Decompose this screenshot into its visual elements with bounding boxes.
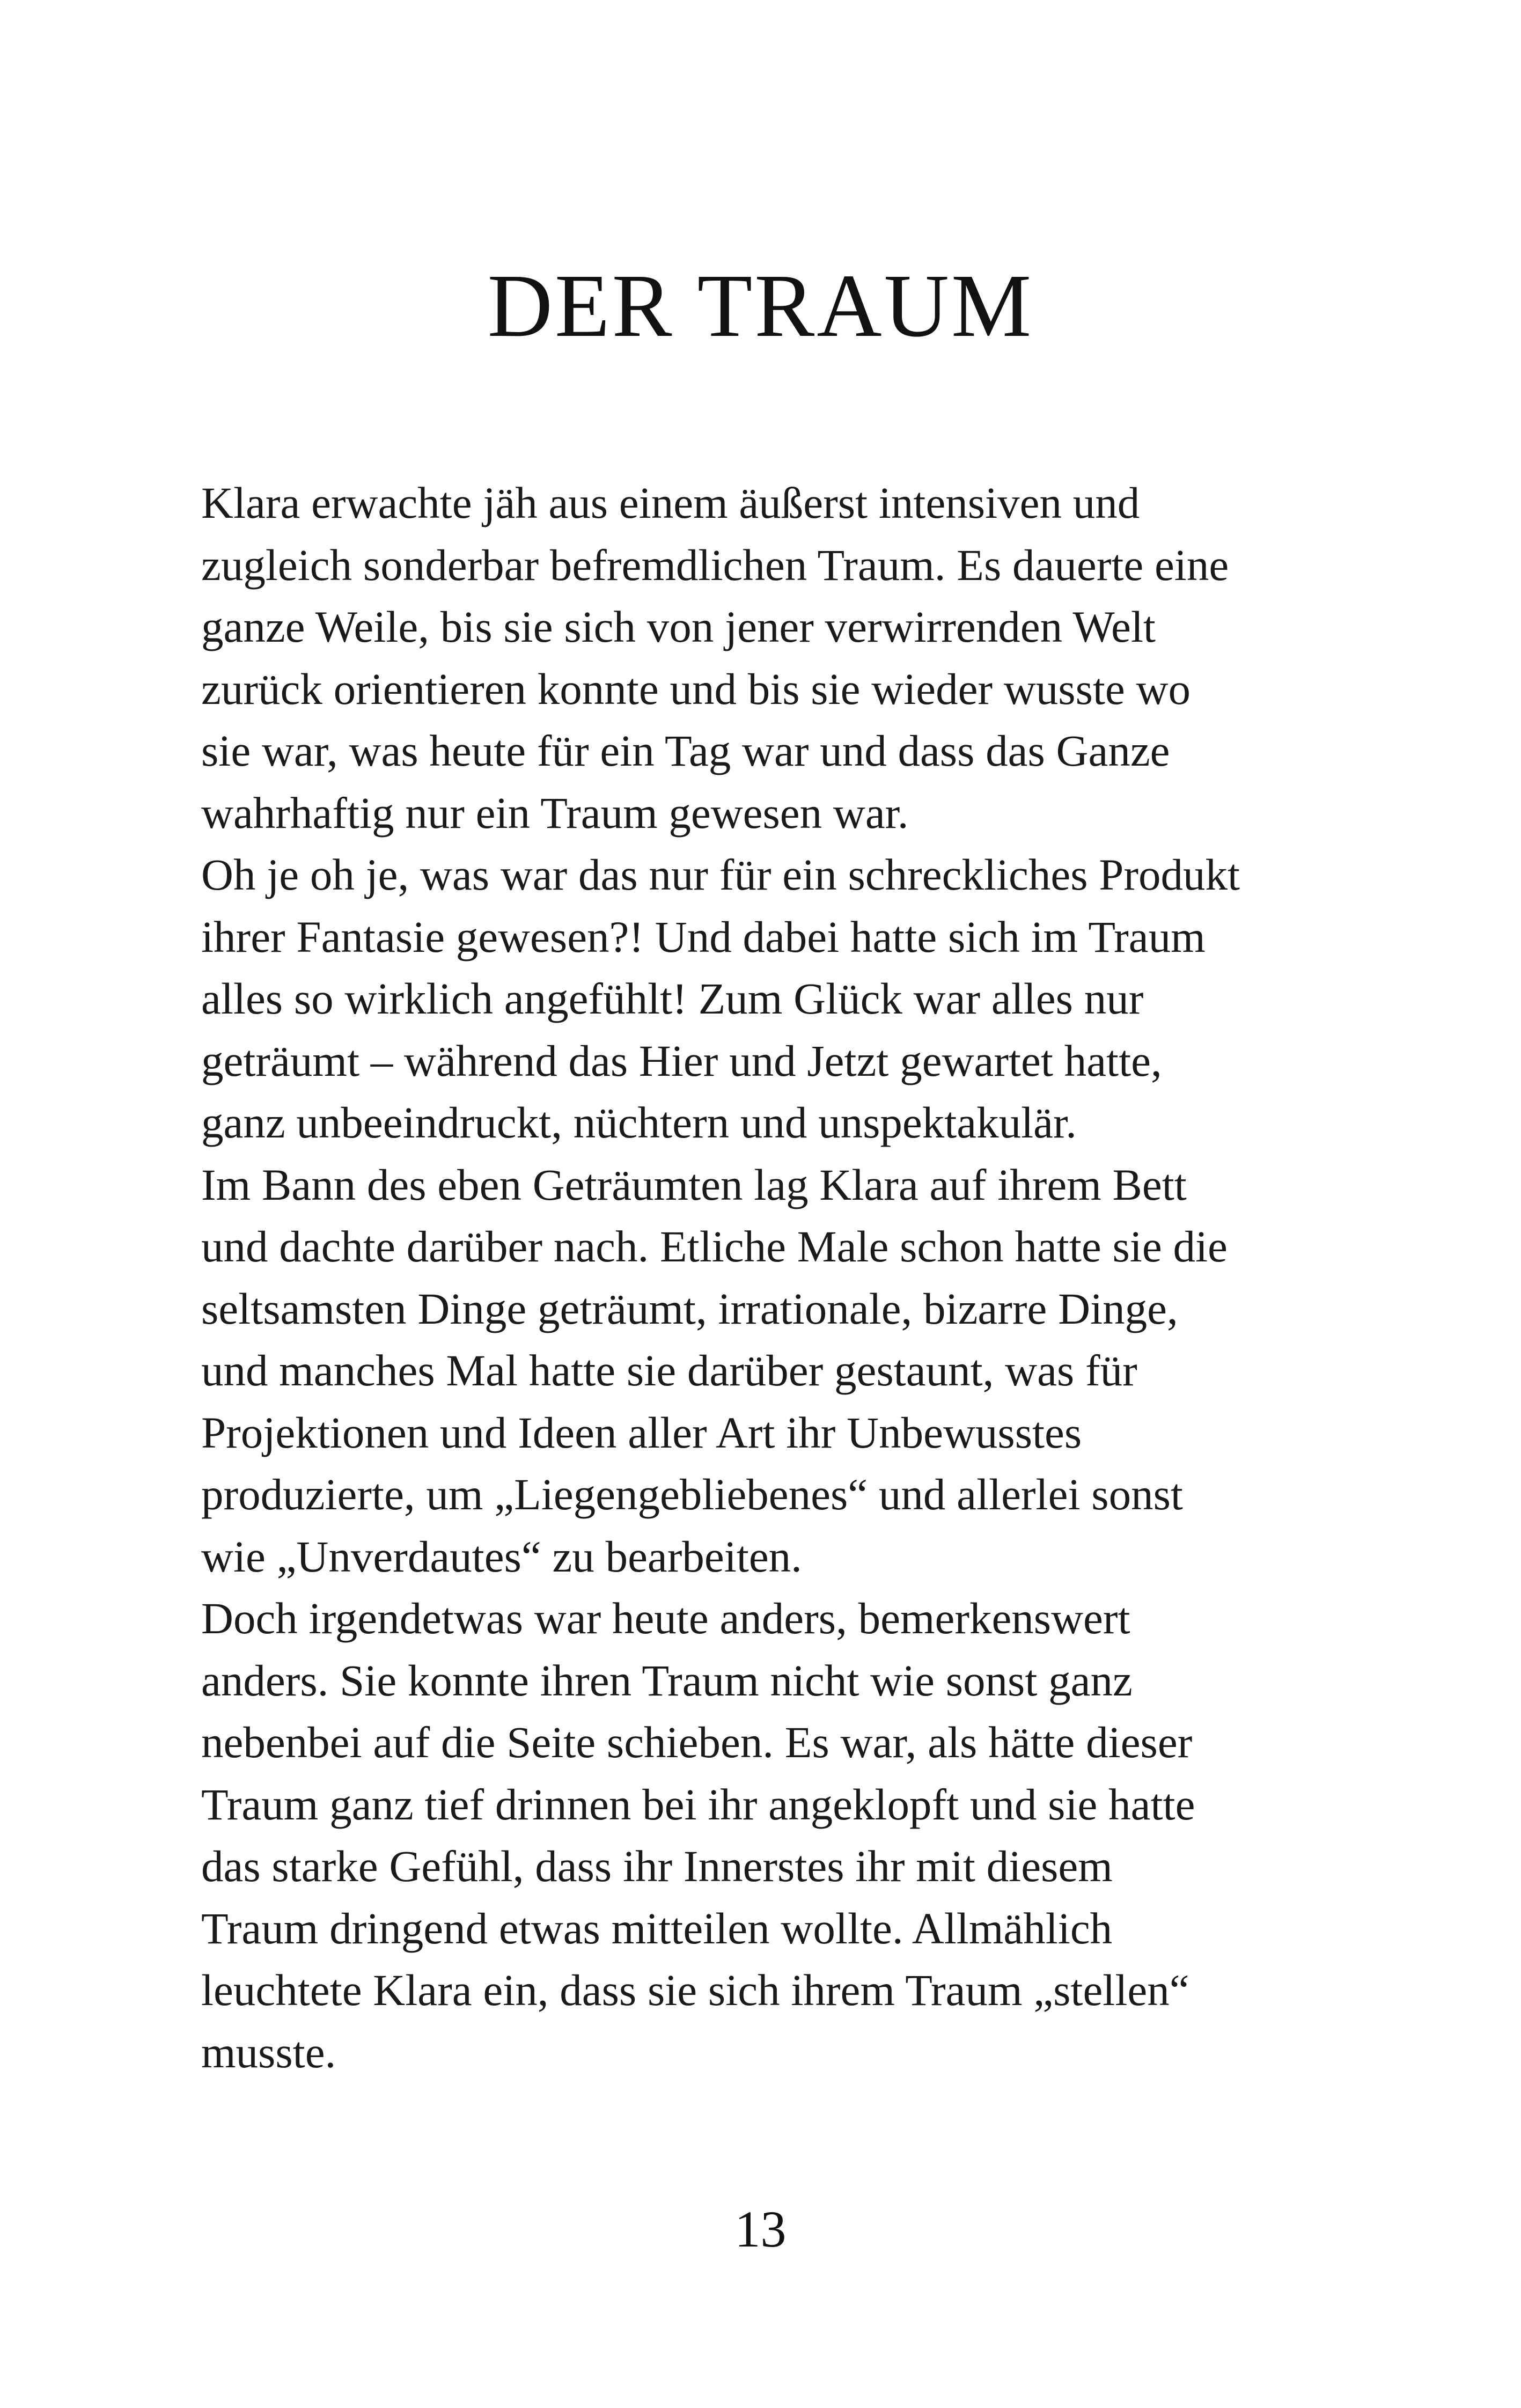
text-line: ganze Weile, bis sie sich von jener verwirrenden Welt: [201, 602, 1156, 651]
text-line: anders. Sie konnte ihren Traum nicht wie sonst ganz: [201, 1655, 1133, 1705]
text-line: Doch irgendetwas war heute anders, bemerkenswert: [201, 1594, 1130, 1643]
text-line: das starke Gefühl, dass ihr Innerstes ihr mit diesem: [201, 1841, 1113, 1891]
text-line: geträumt – während das Hier und Jetzt gewartet hatte,: [201, 1036, 1162, 1085]
text-line: alles so wirklich angefühlt! Zum Glück war alles nur: [201, 974, 1144, 1023]
text-line: wahrhaftig nur ein Traum gewesen war.: [201, 788, 909, 838]
text-line: Klara erwachte jäh aus einem äußerst intensiven und: [201, 478, 1140, 527]
text-line: ihrer Fantasie gewesen?! Und dabei hatte sich im Traum: [201, 912, 1206, 961]
text-line: leuchtete Klara ein, dass sie sich ihrem Traum „stellen“: [201, 1965, 1189, 2015]
text-line: Im Bann des eben Geträumten lag Klara auf ihrem Bett: [201, 1159, 1187, 1209]
text-line: und manches Mal hatte sie darüber gestaunt, was für: [201, 1346, 1137, 1395]
text-line: nebenbei auf die Seite schieben. Es war, als hätte dieser: [201, 1717, 1193, 1767]
text-line: musste.: [201, 2027, 336, 2077]
text-line: ganz unbeeindruckt, nüchtern und unspektakulär.: [201, 1098, 1077, 1147]
text-line: seltsamsten Dinge geträumt, irrationale, bizarre Dinge,: [201, 1283, 1178, 1333]
text-line: zurück orientieren konnte und bis sie wieder wusste wo: [201, 664, 1191, 714]
text-line: zugleich sonderbar befremdlichen Traum. Es dauerte eine: [201, 540, 1229, 590]
page-number: 13: [734, 2200, 787, 2258]
chapter-title: DER TRAUM: [487, 256, 1034, 356]
text-line: Traum dringend etwas mitteilen wollte. Allmählich: [201, 1903, 1113, 1953]
text-line: wie „Unverdautes“ zu bearbeiten.: [201, 1531, 802, 1581]
text-line: Oh je oh je, was war das nur für ein schreckliches Produkt: [201, 850, 1240, 899]
text-line: Traum ganz tief drinnen bei ihr angeklopft und sie hatte: [201, 1779, 1195, 1829]
text-line: und dachte darüber nach. Etliche Male schon hatte sie die: [201, 1222, 1228, 1271]
text-line: produzierte, um „Liegengebliebenes“ und allerlei sonst: [201, 1470, 1183, 1519]
text-line: sie war, was heute für ein Tag war und dass das Ganze: [201, 726, 1170, 775]
text-line: Projektionen und Ideen aller Art ihr Unbewusstes: [201, 1407, 1082, 1457]
body-text: [201, 472, 1349, 2083]
